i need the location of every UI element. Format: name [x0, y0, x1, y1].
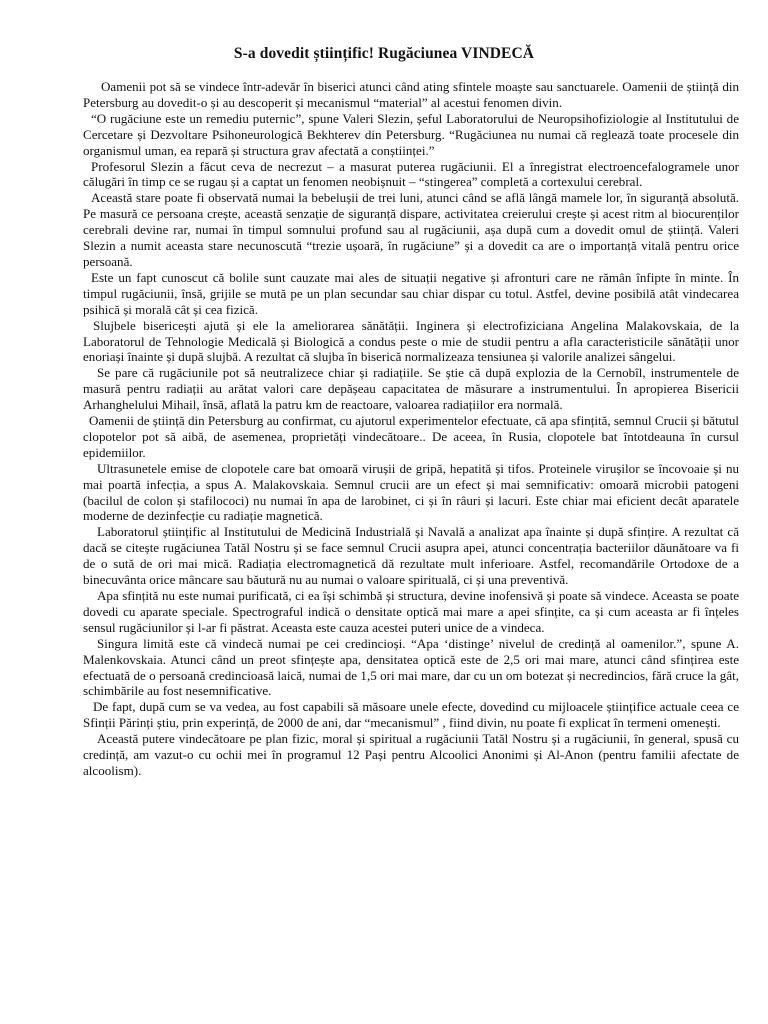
paragraph: Oamenii pot să se vindece într-adevăr în biserici atunci când ating sfintele moaște sau sanctuarele. Oamenii de știință din Petersburg au dovedit-o și au descoperit și mecanismul “material” al acestui fenomen divin.	[83, 79, 739, 110]
paragraph: Această stare poate fi observată numai la bebelușii de trei luni, atunci când se află lângă mamele lor, în siguranță absolută. Pe masură ce persoana crește, această senzație de siguranță dispare, activitatea creierului crește și acest ritm al biocurenților cerebrali devine rar, numai în timpul somnului profund sau al rugăciunii, așa după cum a dovedit omul de știință. Valeri Slezin a numit aceasta stare necunoscută “trezie ușoară, în rugăciune” și a dovedit ca are o importanță vitală pentru orice persoană.	[83, 190, 739, 269]
paragraph: De fapt, după cum se va vedea, au fost capabili să măsoare unele efecte, dovedind cu mijloacele științifice actuale ceea ce Sfinții Părinți știu, prin experință, de 2000 de ani, dar “mecanismul” , fiind divin, nu poate fi explicat în termeni omenești.	[83, 699, 739, 731]
paragraph: Oamenii de știință din Petersburg au confirmat, cu ajutorul experimentelor efectuate, că apa sfințită, semnul Crucii și bătutul clopotelor pot să aibă, de asemenea, proprietăți vindecătoare.. De aceea, în Rusia, clopotele bat întotdeauna în cursul epidemiilor.	[83, 413, 739, 460]
paragraph: “O rugăciune este un remediu puternic”, spune Valeri Slezin, șeful Laboratorului de Neuropsihofiziologie al Institutului de Cercetare și Dezvoltare Psihoneurologică Bekhterev din Petersburg. “Rugăciunea nu numai că reglează toate procesele din organismul uman, ea repară și structura grav afectată a conștiinței.”	[83, 110, 739, 158]
paragraph: Această putere vindecătoare pe plan fizic, moral și spiritual a rugăciunii Tatăl Nostru și a rugăciunii, în general, spusă cu credință, am vazut-o cu ochii mei în programul 12 Pași pentru Alcoolici Anonimi și Al-Anon (pentru familii afectate de alcoolism).	[83, 731, 739, 778]
paragraph: Apa sfințită nu este numai purificată, ci ea își schimbă și structura, devine inofensivă și poate să vindece. Aceasta se poate dovedi cu aparate speciale. Spectrograful indică o densitate optică mai mare a apei sfințite, ca și cum aceasta ar fi înțeles sensul rugăciunilor și l-ar fi păstrat. Aceasta este cauza acestei puteri unice de a vindeca.	[83, 588, 739, 635]
paragraph: Profesorul Slezin a făcut ceva de necrezut – a masurat puterea rugăciunii. El a înregistrat electroencefalogramele unor călugări în timp ce se rugau și a captat un fenomen neobișnuit – “stingerea” completă a cortexului cerebral.	[83, 158, 739, 190]
paragraph: Ultrasunetele emise de clopotele care bat omoară virușii de gripă, hepatită și tifos. Proteinele virușilor se încovoaie și nu mai poartă infecția, a spus A. Malakovskaia. Semnul crucii are un efect și mai semnificativ: omoară microbii patogeni (bacilul de colon și stafilococi) nu numai în apa de larobinet, ci și în râuri și lacuri. Este chiar mai eficient decât aparatele moderne de dezinfecție cu radiație magnetică.	[83, 460, 739, 524]
paragraph: Se pare că rugăciunile pot să neutralizece chiar și radiațiile. Se știe că după explozia de la Cernobîl, instrumentele de masură pentru radiații au arătat valori care depășeau capacitatea de măsurare a instrumentului. În apropierea Bisericii Arhanghelului Mihail, însă, aflată la patru km de reactoare, valoarea radiațiilor era normală.	[83, 365, 739, 413]
paragraph: Slujbele bisericești ajută și ele la ameliorarea sănătății. Inginera și electrofiziciana Angelina Malakovskaia, de la Laboratorul de Tehnologie Medicală și Biologică a condus peste o mie de studii pentru a afla caracteristicile sănătății unor enoriași înainte și după slujbă. A rezultat că slujba în biserică normalizeaza tensiunea și valorile analizei sângelui.	[83, 317, 739, 365]
document-title: S-a dovedit științific! Rugăciunea VINDECĂ	[233, 45, 535, 62]
paragraph: Laboratorul științific al Institutului de Medicină Industrială și Navală a analizat apa înainte și după sfințire. A rezultat că dacă se citește rugăciunea Tatăl Nostru și se face semnul Crucii asupra apei, atunci concentrația bacteriilor dăunătoare va fi de o sută de ori mai mică. Radiația electromagnetică dă rezultate mult inferioare. Astfel, recomandările Ortodoxe de a binecuvânta orice mâncare sau băutură nu au numai o valoare spirituală, ci și una preventivă.	[83, 524, 739, 588]
paragraph: Singura limită este că vindecă numai pe cei credincioși. “Apa ‘distinge’ nivelul de credință al oamenilor.”, spune A. Malenkovskaia. Atunci când un preot sfințește apa, densitatea optică este de 2,5 ori mai mare, atunci când sfințirea este efectuată de o persoană credincioasă laică, numai de 1,5 ori mai mare, dar cu un om botezat și necredincios, fără cruce la gât, schimbările au fost nesemnificative.	[83, 635, 739, 699]
document-body	[83, 79, 739, 779]
paragraph: Este un fapt cunoscut că bolile sunt cauzate mai ales de situații negative și afronturi care ne rămân înfipte în minte. În timpul rugăciunii, însă, grijile se mută pe un plan secundar sau chiar dispar cu totul. Astfel, devine posibilă atât vindecarea psihică și morală cât și cea fizică.	[83, 269, 739, 317]
